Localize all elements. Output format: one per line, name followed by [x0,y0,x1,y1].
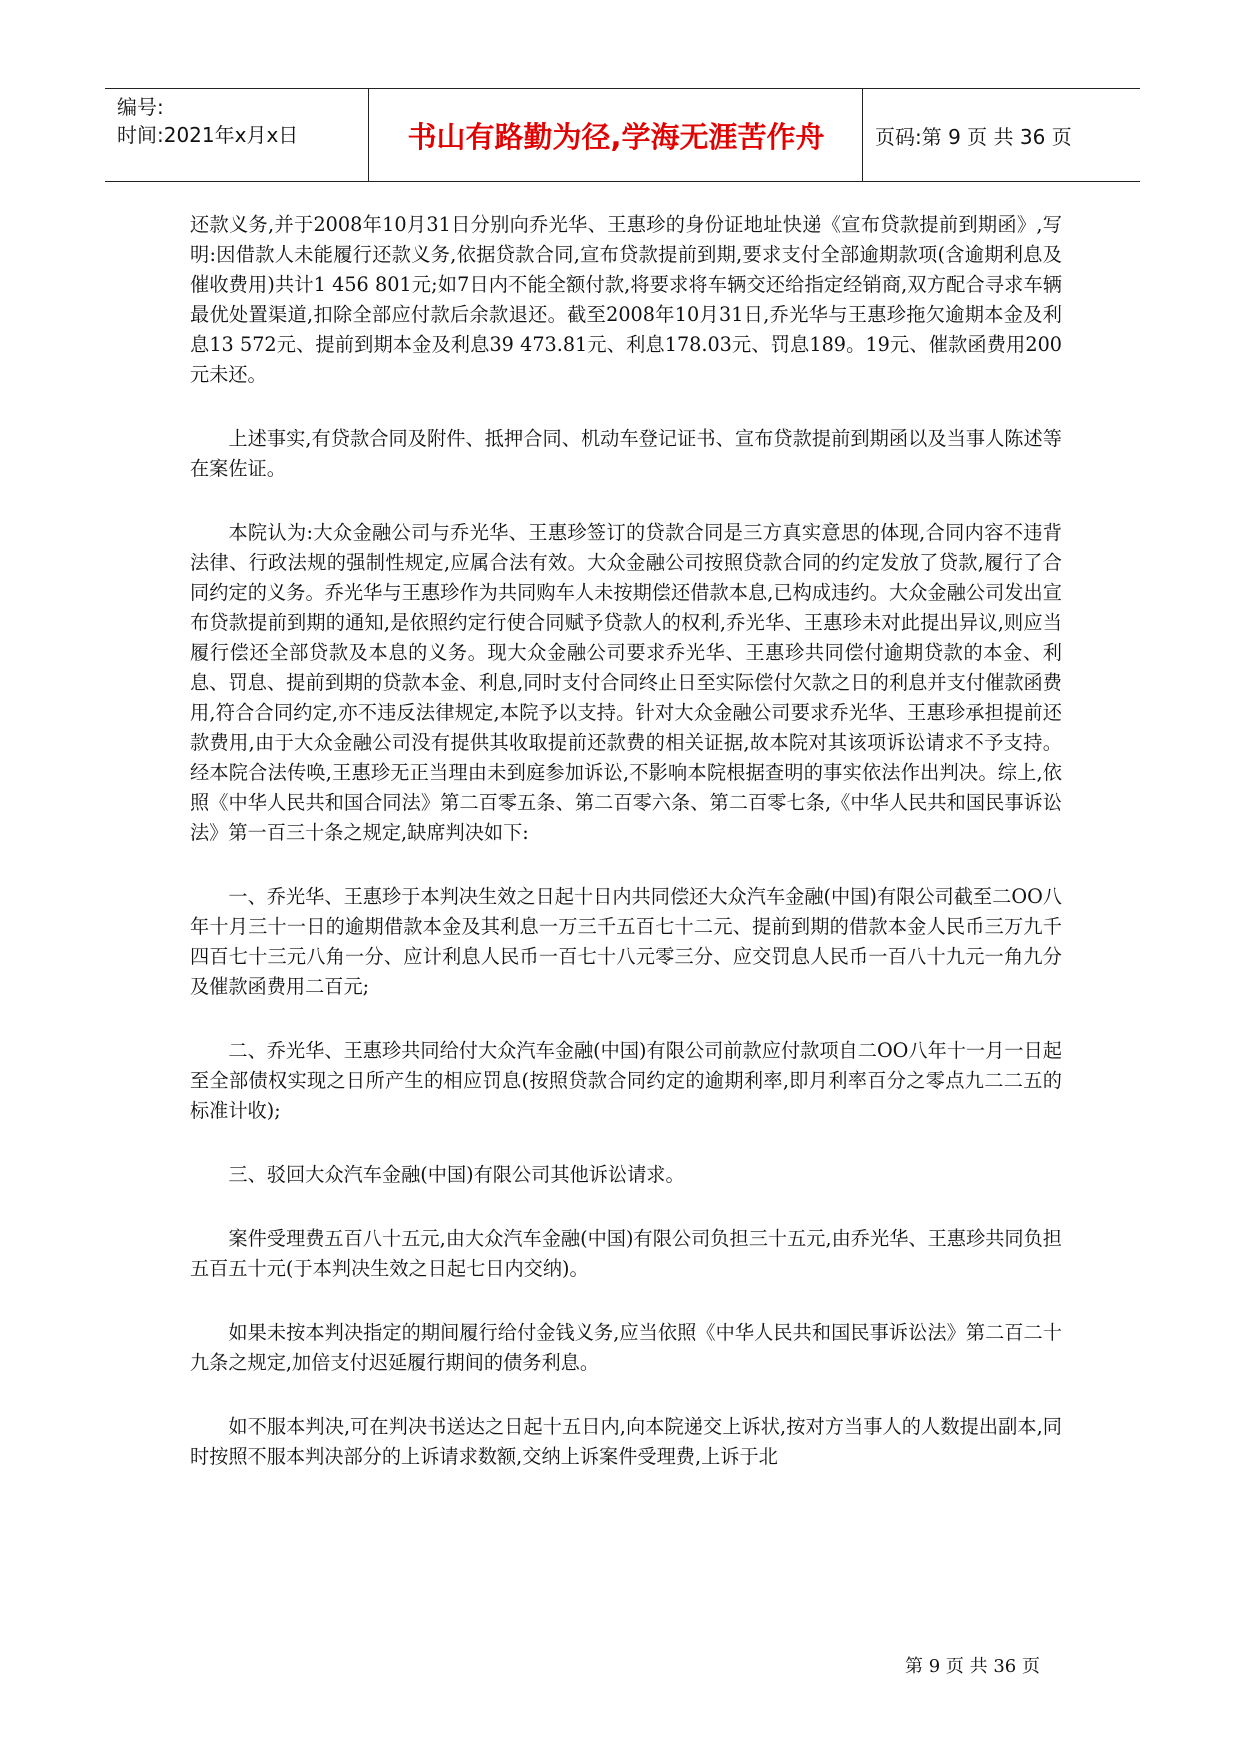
paragraph-repayment-facts: 还款义务,并于2008年10月31日分别向乔光华、王惠珍的身份证地址快递《宣布贷款提前到期函》,写明:因借款人未能履行还款义务,依据贷款合同,宣布贷款提前到期,要求支付全部逾期款项(含逾期利息及催收费用)共计1 456 801元;如7日内不能全额付款,将要求将车辆交还给指定经销商,双方配合寻求车辆最优处置渠道,扣除全部应付款后余款退还。截至2008年10月31日,乔光华与王惠珍拖欠逾期本金及利息13 572元、提前到期本金及利息39 473.81元、利息178.03元、罚息189。19元、催款函费用200元未还。 [190,213,1062,386]
paragraph-case-fee: 案件受理费五百八十五元,由大众汽车金融(中国)有限公司负担三十五元,由乔光华、王惠珍共同负担五百五十元(于本判决生效之日起七日内交纳)。 [190,1227,1062,1280]
document-number-label: 编号: [117,95,164,119]
paragraph-late-payment: 如果未按本判决指定的期间履行给付金钱义务,应当依照《中华人民共和国民事诉讼法》第二百二十九条之规定,加倍支付迟延履行期间的债务利息。 [190,1321,1062,1374]
paragraph-judgment-item-2: 二、乔光华、王惠珍共同给付大众汽车金融(中国)有限公司前款应付款项自二OO八年十一月一日起至全部债权实现之日所产生的相应罚息(按照贷款合同约定的逾期利率,即月利率百分之零点九二二五的标准计收); [190,1039,1062,1122]
header-page-number: 页码:第 9 页 共 36 页 [875,124,1072,149]
header-motto: 书山有路勤为径,学海无涯苦作舟 [407,119,825,154]
paragraph-court-opinion: 本院认为:大众金融公司与乔光华、王惠珍签订的贷款合同是三方真实意思的体现,合同内容不违背法律、行政法规的强制性规定,应属合法有效。大众金融公司按照贷款合同的约定发放了贷款,履行了合同约定的义务。乔光华与王惠珍作为共同购车人未按期偿还借款本息,已构成违约。大众金融公司发出宣布贷款提前到期的通知,是依照约定行使合同赋予贷款人的权利,乔光华、王惠珍未对此提出异议,则应当履行偿还全部贷款及本息的义务。现大众金融公司要求乔光华、王惠珍共同偿付逾期贷款的本金、利息、罚息、提前到期的贷款本金、利息,同时支付合同终止日至实际偿付欠款之日的利息并支付催款函费用,符合合同约定,亦不违反法律规定,本院予以支持。针对大众金融公司要求乔光华、王惠珍承担提前还款费用,由于大众金融公司没有提供其收取提前还款费的相关证据,故本院对其该项诉讼请求不予支持。经本院合法传唤,王惠珍无正当理由未到庭参加诉讼,不影响本院根据查明的事实依法作出判决。综上,依照《中华人民共和国合同法》第二百零五条、第二百零六条、第二百零七条,《中华人民共和国民事诉讼法》第一百三十条之规定,缺席判决如下: [190,521,1062,844]
page-header [105,88,1140,182]
header-divider [862,89,863,181]
paragraph-evidence: 上述事实,有贷款合同及附件、抵押合同、机动车登记证书、宣布贷款提前到期函以及当事人陈述等在案佐证。 [190,427,1062,480]
header-divider [368,89,369,181]
document-time-label: 时间:2021年x月x日 [117,123,299,147]
page-footer: 第 9 页 共 36 页 [905,1656,1040,1677]
paragraph-judgment-item-3: 三、驳回大众汽车金融(中国)有限公司其他诉讼请求。 [228,1163,685,1186]
paragraph-appeal: 如不服本判决,可在判决书送达之日起十五日内,向本院递交上诉状,按对方当事人的人数提出副本,同时按照不服本判决部分的上诉请求数额,交纳上诉案件受理费,上诉于北 [190,1415,1062,1468]
paragraph-judgment-item-1: 一、乔光华、王惠珍于本判决生效之日起十日内共同偿还大众汽车金融(中国)有限公司截至二OO八年十月三十一日的逾期借款本金及其利息一万三千五百七十二元、提前到期的借款本金人民币三万九千四百七十三元八角一分、应计利息人民币一百七十八元零三分、应交罚息人民币一百八十九元一角九分及催款函费用二百元; [190,885,1062,998]
document-body [190,210,1062,1506]
